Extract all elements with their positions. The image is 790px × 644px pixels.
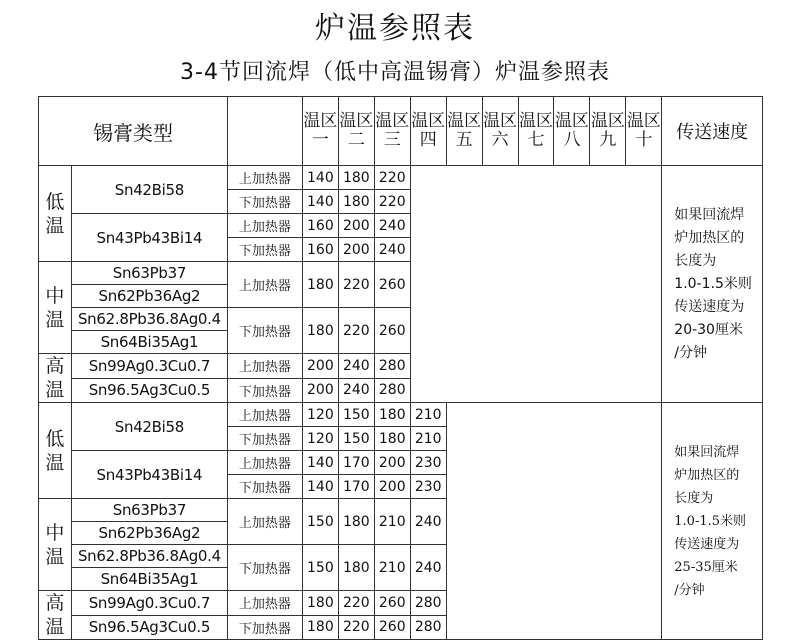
temp-cell: 230 <box>410 451 446 475</box>
paste-type-header: 锡膏类型 <box>39 97 228 166</box>
empty-zone-area <box>410 166 662 403</box>
temp-cell: 240 <box>338 354 374 379</box>
temp-cell: 240 <box>374 238 410 262</box>
temp-cell: 140 <box>302 190 338 214</box>
oven-temperature-table <box>38 96 763 640</box>
temp-cell: 240 <box>410 545 446 591</box>
temp-cell: 210 <box>410 427 446 451</box>
temp-cell: 260 <box>374 591 410 616</box>
heater-cell: 上加热器 <box>227 451 302 475</box>
temp-cell: 260 <box>374 262 410 308</box>
zone-header: 温区九 <box>590 97 626 166</box>
speed-note: 如果回流焊 炉加热区的 长度为 1.0-1.5米则 传送速度为 25-35厘米 /分钟 <box>662 403 763 640</box>
temp-cell: 240 <box>410 499 446 545</box>
page-subtitle: 3-4节回流焊（低中高温锡膏）炉温参照表 <box>180 60 610 85</box>
temp-cell: 220 <box>338 591 374 616</box>
heater-cell: 上加热器 <box>227 499 302 545</box>
temp-cell: 150 <box>302 499 338 545</box>
category-mid: 中温 <box>39 262 72 354</box>
temp-cell: 180 <box>374 427 410 451</box>
temp-cell: 240 <box>374 214 410 238</box>
heater-cell: 下加热器 <box>227 545 302 591</box>
temp-cell: 220 <box>374 166 410 190</box>
temp-cell: 140 <box>302 451 338 475</box>
alloy-cell: Sn63Pb37 <box>71 499 227 522</box>
alloy-cell: Sn64Bi35Ag1 <box>71 331 227 354</box>
heater-cell: 下加热器 <box>227 238 302 262</box>
table-row <box>39 403 763 427</box>
temp-cell: 280 <box>410 615 446 640</box>
zone-header: 温区七 <box>518 97 554 166</box>
category-low: 低温 <box>39 403 72 499</box>
heater-cell: 上加热器 <box>227 214 302 238</box>
alloy-cell: Sn43Pb43Bi14 <box>71 214 227 262</box>
heater-cell: 上加热器 <box>227 591 302 616</box>
temp-cell: 180 <box>338 545 374 591</box>
category-mid: 中温 <box>39 499 72 591</box>
alloy-cell: Sn42Bi58 <box>71 166 227 214</box>
alloy-cell: Sn42Bi58 <box>71 403 227 451</box>
temp-cell: 120 <box>302 427 338 451</box>
temp-cell: 210 <box>374 545 410 591</box>
speed-header: 传送速度 <box>662 97 763 166</box>
header-row <box>39 97 763 166</box>
temp-cell: 150 <box>302 545 338 591</box>
temp-cell: 150 <box>338 427 374 451</box>
temp-cell: 180 <box>338 190 374 214</box>
heater-cell: 下加热器 <box>227 190 302 214</box>
temp-cell: 180 <box>302 591 338 616</box>
category-low: 低温 <box>39 166 72 262</box>
heater-cell: 下加热器 <box>227 308 302 354</box>
temp-cell: 200 <box>302 354 338 379</box>
temp-cell: 200 <box>338 214 374 238</box>
alloy-cell: Sn62Pb36Ag2 <box>71 522 227 545</box>
heater-cell: 下加热器 <box>227 378 302 403</box>
heater-cell: 上加热器 <box>227 262 302 308</box>
temp-cell: 220 <box>374 190 410 214</box>
temp-cell: 120 <box>302 403 338 427</box>
zone-header: 温区三 <box>374 97 410 166</box>
heater-cell: 下加热器 <box>227 427 302 451</box>
temp-cell: 200 <box>302 378 338 403</box>
temp-cell: 170 <box>338 451 374 475</box>
temp-cell: 280 <box>374 378 410 403</box>
zone-header: 温区四 <box>410 97 446 166</box>
heater-cell: 上加热器 <box>227 354 302 379</box>
heater-header <box>227 97 302 166</box>
temp-cell: 210 <box>410 403 446 427</box>
temp-cell: 140 <box>302 166 338 190</box>
zone-header: 温区二 <box>338 97 374 166</box>
zone-header: 温区六 <box>482 97 518 166</box>
temp-cell: 280 <box>374 354 410 379</box>
temp-cell: 200 <box>374 451 410 475</box>
temp-cell: 260 <box>374 308 410 354</box>
alloy-cell: Sn43Pb43Bi14 <box>71 451 227 499</box>
temp-cell: 220 <box>338 615 374 640</box>
heater-cell: 下加热器 <box>227 615 302 640</box>
alloy-cell: Sn62Pb36Ag2 <box>71 285 227 308</box>
temp-cell: 220 <box>338 262 374 308</box>
temp-cell: 180 <box>302 615 338 640</box>
alloy-cell: Sn99Ag0.3Cu0.7 <box>71 354 227 379</box>
heater-cell: 下加热器 <box>227 475 302 499</box>
temp-cell: 160 <box>302 238 338 262</box>
alloy-cell: Sn96.5Ag3Cu0.5 <box>71 615 227 640</box>
temp-cell: 150 <box>338 403 374 427</box>
alloy-cell: Sn63Pb37 <box>71 262 227 285</box>
temp-cell: 280 <box>410 591 446 616</box>
temp-cell: 180 <box>302 262 338 308</box>
speed-note: 如果回流焊 炉加热区的 长度为 1.0-1.5米则 传送速度为 20-30厘米 /分钟 <box>662 166 763 403</box>
category-high: 高温 <box>39 591 72 640</box>
zone-header: 温区八 <box>554 97 590 166</box>
temp-cell: 200 <box>374 475 410 499</box>
heater-cell: 上加热器 <box>227 403 302 427</box>
page-title: 炉温参照表 <box>315 11 475 46</box>
temp-cell: 220 <box>338 308 374 354</box>
table-row <box>39 166 763 190</box>
category-high: 高温 <box>39 354 72 403</box>
temp-cell: 180 <box>338 499 374 545</box>
temp-cell: 210 <box>374 499 410 545</box>
zone-header: 温区五 <box>446 97 482 166</box>
temp-cell: 180 <box>302 308 338 354</box>
alloy-cell: Sn64Bi35Ag1 <box>71 568 227 591</box>
alloy-cell: Sn96.5Ag3Cu0.5 <box>71 378 227 403</box>
temp-cell: 180 <box>374 403 410 427</box>
zone-header: 温区一 <box>302 97 338 166</box>
alloy-cell: Sn62.8Pb36.8Ag0.4 <box>71 308 227 331</box>
empty-zone-area <box>446 403 662 640</box>
zone-header: 温区十 <box>626 97 662 166</box>
temp-cell: 180 <box>338 166 374 190</box>
temp-cell: 140 <box>302 475 338 499</box>
temp-cell: 200 <box>338 238 374 262</box>
temp-cell: 260 <box>374 615 410 640</box>
temp-cell: 170 <box>338 475 374 499</box>
temp-cell: 240 <box>338 378 374 403</box>
heater-cell: 上加热器 <box>227 166 302 190</box>
alloy-cell: Sn62.8Pb36.8Ag0.4 <box>71 545 227 568</box>
alloy-cell: Sn99Ag0.3Cu0.7 <box>71 591 227 616</box>
temp-cell: 160 <box>302 214 338 238</box>
temp-cell: 230 <box>410 475 446 499</box>
